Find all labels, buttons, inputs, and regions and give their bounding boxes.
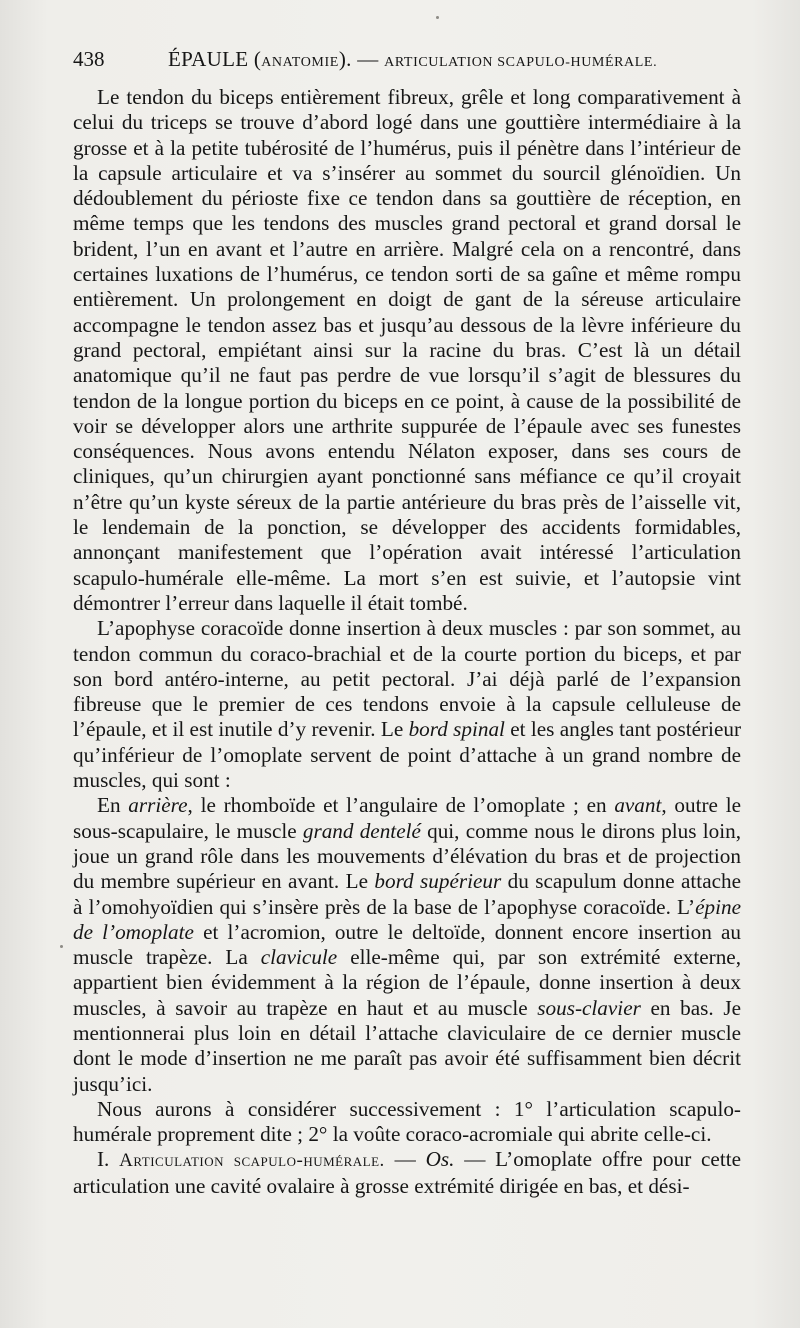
page-number: 438: [73, 47, 105, 71]
p3-text-a: En: [97, 793, 129, 818]
section-number: I.: [97, 1147, 120, 1172]
p3-italic-bord-superieur: bord supérieur: [374, 869, 502, 894]
paragraph-biceps-tendon: Le tendon du biceps entièrement fibreux, grêle et long comparativement à celui du triceps se trouve d’abord logé dans une gouttière intermédiaire à la grosse et à la petite tubérosité de l’humérus, puis il pénètre dans l’intérieur de la capsule articulaire et va s’insérer au sommet du sourcil glénoïdien. Un dédoublement du périoste fixe ce tendon dans sa gouttière de réception, en même temps que les tendons des muscles grand pectoral et grand dorsal le brident, l’un en avant et l’autre en arrière. Malgré cela on a rencontré, dans certaines luxations de l’humérus, ce tendon sorti de sa gaîne et même rompu entièrement. Un prolongement en doigt de gant de la séreuse articulaire accompagne le tendon assez bas et jusqu’au dessous de la lèvre inférieure du grand pectoral, empiétant ainsi sur la racine du bras. C’est là un détail anatomique qu’il ne faut pas perdre de vue lorsqu’il s’agit de blessures du tendon de la longue portion du biceps en ce point, à cause de la possibilité de voir se développer alors une arthrite suppurée de l’épaule avec ses funestes conséquences. Nous avons entendu Nélaton exposer, dans ses cours de cliniques, qu’un chirurgien ayant ponctionné sans méfiance ce qu’il croyait n’être qu’un kyste séreux de la partie antérieure du bras près de l’aisselle vit, le lendemain de la ponction, se développer des accidents formidables, annonçant manifestement que l’opération avait intéressé l’articulation scapulo-humérale elle-même. La mort s’en est suivie, et l’autopsie vint démontrer l’erreur dans laquelle il était tombé.: [73, 85, 741, 615]
section-text: — L’omoplate offre pour cette articulation une cavité ovalaire à grosse extrémité dirigée en bas, et dési-: [73, 1147, 742, 1198]
p2-italic-bord-spinal: bord spinal: [408, 717, 505, 742]
p3-italic-sous-clavier: sous-clavier: [537, 995, 641, 1020]
section-heading: Articulation scapulo-humérale.: [119, 1150, 385, 1172]
title-dash: —: [351, 47, 385, 71]
p2-text-a: L’apophyse coracoïde donne insertion à deux muscles : par son sommet, au tendon commun du coraco-brachial et de la courte portion du biceps, et par son bord antéro-interne, au petit pectoral. J’ai déjà parlé de l’expansion fibreuse que le premier de ces tendons envoie à la capsule celluleuse de l’épaule, et il est inutile d’y revenir. Le: [73, 616, 741, 742]
paragraph-plan: Nous aurons à considérer successivement : 1° l’articulation scapulo-humérale proprement dite ; 2° la voûte coraco-acromiale qui abrite celle-ci.: [73, 1096, 741, 1147]
p3-italic-arriere: arrière: [128, 793, 188, 818]
running-title: [168, 44, 657, 78]
p3-text-b: , le rhomboïde et l’angulaire de l’omoplate ; en: [187, 793, 615, 818]
print-speck: [436, 16, 439, 19]
section-dash: —: [384, 1147, 426, 1172]
p3-italic-avant: avant: [614, 793, 662, 818]
p3-text-h: en bas. Je mentionnerai plus loin en détail l’attache claviculaire de ce dernier muscle dont le mode d’insertion ne me paraît pas avoir été suffisamment bien décrit jusqu’ici.: [73, 995, 742, 1096]
title-main: ÉPAULE: [168, 47, 249, 71]
p3-text-e: du scapulum donne attache à l’omohyoïdien qui s’insère près de la base de l’apophyse coracoïde. L’: [73, 869, 741, 919]
p3-text-f: et l’acromion, outre le deltoïde, donnent encore insertion au muscle trapèze. La: [73, 919, 741, 970]
p3-text-d: qui, comme nous le dirons plus loin, joue un grand rôle dans les mouvements d’élévation du bras et de projection du membre supérieur en avant. Le: [73, 818, 741, 894]
print-speck: [60, 945, 63, 948]
p3-text-g: elle-même qui, par son extrémité externe, appartient bien évidemment à la région de l’épaule, donne insertion à deux muscles, à savoir au trapèze en haut et au muscle: [73, 945, 741, 1020]
paragraph-section-one: [73, 1147, 741, 1199]
paragraph-coracoid: [73, 616, 741, 793]
section-italic-os: Os.: [425, 1147, 455, 1172]
p3-italic-grand-dentele: grand dentelé: [302, 818, 421, 843]
p3-italic-epine: épine de l’omoplate: [73, 894, 741, 944]
p3-italic-clavicule: clavicule: [260, 945, 338, 970]
running-header: [73, 44, 733, 74]
title-sub: ARTICULATION SCAPULO-HUMÉRALE.: [384, 55, 658, 70]
paragraph-muscles: [73, 793, 741, 1097]
p3-text-c: , outre le sous-scapulaire, le muscle: [73, 793, 741, 843]
body-text: [73, 85, 741, 1199]
p2-text-b: et les angles tant postérieur qu’inférieur de l’omoplate servent de point d’attache à un grand nombre de muscles, qui sont :: [73, 717, 741, 793]
title-paren-close: ).: [338, 47, 352, 71]
title-paren-open: (: [248, 47, 262, 71]
title-paren-word: ANATOMIE: [261, 55, 339, 70]
